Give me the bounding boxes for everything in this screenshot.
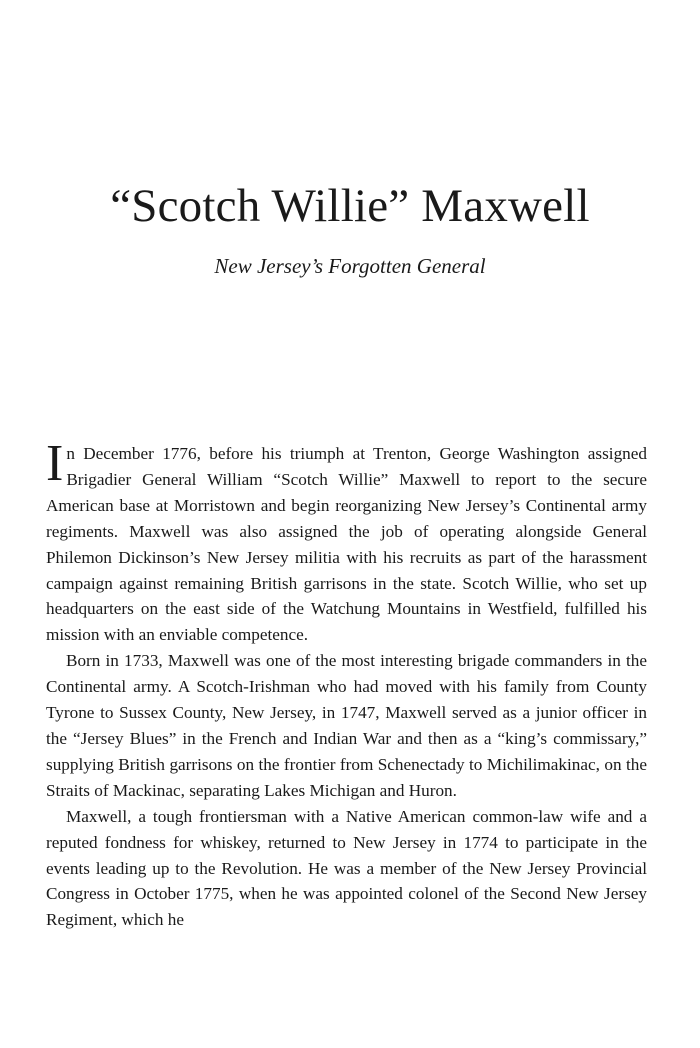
paragraph-1-text: n December 1776, before his triumph at Trenton, George Washington assigned Brigadier General William “Scotch Willie” Maxwell to report to the secure American base at Morristown and begin reorganizing New Jersey’s Continental army regiments. Maxwell was also assigned the job of operating alongside General Philemon Dickinson’s New Jersey militia with his recruits as part of the harassment campaign against remaining British garrisons in the state. Scotch Willie, who set up headquarters on the east side of the Watchung Mountains in Westfield, fulfilled his mission with an enviable competence. <box>46 444 647 645</box>
paragraph-3: Maxwell, a tough frontiersman with a Native American common-law wife and a reputed fondness for whiskey, returned to New Jersey in 1774 to participate in the events leading up to the Revolution. He was a member of the New Jersey Provincial Congress in October 1775, when he was appointed colonel of the Second New Jersey Regiment, which he <box>46 806 647 930</box>
paragraph-2: Born in 1733, Maxwell was one of the most interesting brigade commanders in the Continental army. A Scotch-Irishman who had moved with his family from County Tyrone to Sussex County, New Jersey, in 1747, Maxwell served as a junior officer in the “Jersey Blues” in the French and Indian War and then as a “king’s commissary,” supplying British garrisons on the frontier from Schenectady to Michilimakinac, on the Straits of Mackinac, separating Lakes Michigan and Huron. <box>46 651 647 800</box>
chapter-title: “Scotch Willie” Maxwell <box>110 180 590 232</box>
chapter-subtitle: New Jersey’s Forgotten General <box>214 254 486 278</box>
paragraph-1 <box>46 435 647 648</box>
chapter-body <box>46 435 647 933</box>
drop-cap: I <box>46 435 64 492</box>
